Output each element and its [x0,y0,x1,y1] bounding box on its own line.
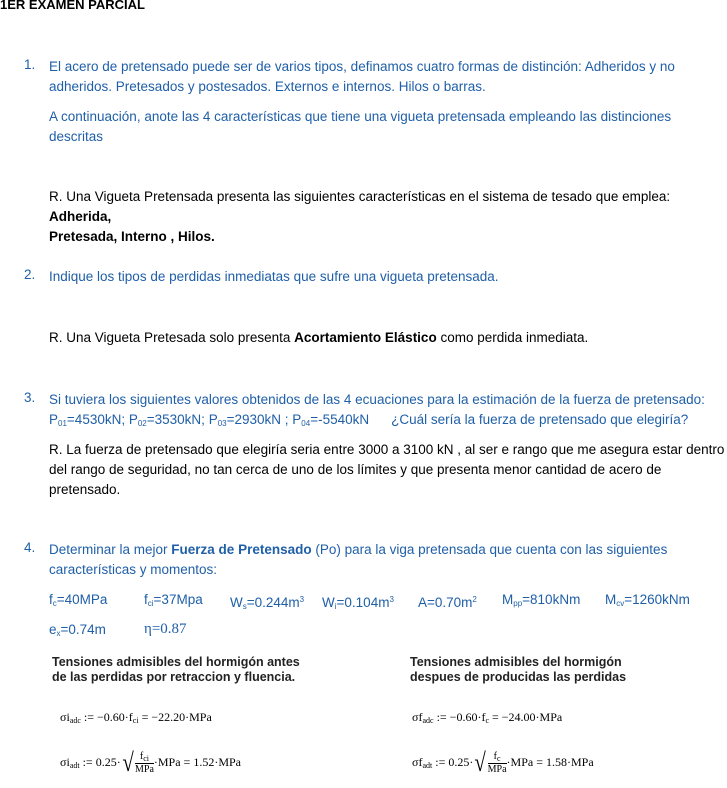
param-ws: $W_s=0.244m^3$ [230,595,305,611]
param-wi: $W_i=0.104m^3$ [322,595,394,611]
question-4-line: características y momentos: [49,562,218,577]
answer-3 [49,440,724,500]
p04-value: =-5540kN [310,412,370,427]
answer-1-bold: Pretesada, Interno , Hilos. [49,229,215,244]
p02-value: =3530kN; [146,412,209,427]
right-table-heading: Tensiones admisibles del hormigón despues de producidas las perdidas [410,655,627,684]
param-area: $A=0.70m^2$ [418,595,477,610]
param-mpp: $M_{pp}=810kNm$ [502,592,581,608]
question-1-number: 1. [24,57,36,72]
answer-3-line: pretensado. [49,482,121,497]
left-table-heading: Tensiones admisibles del hormigón antes de las perdidas por retraccion y fluencia. [52,655,300,684]
question-1-instruction [49,107,671,147]
param-mcv: $M_{cv}=1260kNm$ [605,592,690,608]
equation-sigma-f-adt: $\sigma f_{adt}$ := 0.25·√ $\frac{f_c}{\text{MPa}}$ ·MPa = 1.58·MPa [412,748,594,777]
answer-2-text: R. Una Vigueta Pretesada solo presenta [49,330,295,345]
question-4-text-part: (Po) para la viga pretensada que cuenta con las siguientes [311,542,668,557]
param-ex: $e_x=0.74m$ [49,622,106,638]
equation-sigma-f-adc: $\sigma f_{adc}$ := $-0.60\cdot f_c = -24.00\cdot MPa$ [412,710,563,725]
equation-sigma-i-adt: $\sigma i_{adt}$ := 0.25·√ $\frac{f_{ci}}{\text{MPa}}$ ·MPa = 1.52·MPa [60,748,241,777]
question-4-number: 4. [24,540,36,555]
answer-3-line: R. La fuerza de pretensado que elegiría seria entre 3000 a 3100 kN , al ser e rango que me asegura estar dentro [49,442,725,457]
question-1-line: adheridos. Pretesados y postesados. Externos e internos. Hilos o barras. [49,79,486,94]
question-4-bold: Fuerza de Pretensado [171,542,312,557]
answer-2 [49,328,588,348]
question-3-ask: ¿Cuál sería la fuerza de pretensado que elegiría? [391,412,689,427]
page-title: 1ER EXAMEN PARCIAL [0,0,145,12]
p03-value: =2930kN ; [226,412,293,427]
p01-label: P [49,412,59,427]
answer-2-bold: Acortamiento Elástico [294,330,437,345]
p01-sub: 01 [58,419,67,428]
question-3-line: Si tuviera los siguientes valores obtenidos de las 4 ecuaciones para la estimación de la fuerza de pretensado: [49,392,705,407]
question-4-text [49,540,667,580]
p03-label: P [208,412,218,427]
question-3-values [49,410,705,434]
p04-sub: 04 [301,419,311,428]
p01-value: =4530kN; [66,412,129,427]
param-fc: $f_c=40MPa$ [49,592,108,608]
answer-1 [49,187,727,247]
question-3-text [49,390,705,434]
answer-1-bold: Adherida, [49,209,112,224]
question-4-text-part: Determinar la mejor [49,542,172,557]
question-2-number: 2. [24,267,36,282]
param-eta: η=0.87 [144,621,187,637]
p03-sub: 03 [217,419,227,428]
p02-sub: 02 [137,419,147,428]
question-1-line: descritas [49,129,104,144]
equation-sigma-i-adc: $\sigma i_{adc}$ := $-0.60\cdot f_{ci} = -22.20\cdot MPa$ [60,710,212,725]
question-3-number: 3. [24,390,36,405]
question-1-line: A continuación, anote las 4 características que tiene una vigueta pretensada empleando las distinciones [49,109,672,124]
p02-label: P [128,412,138,427]
question-2-text: Indique los tipos de perdidas inmediatas que sufre una vigueta pretensada. [49,269,499,284]
param-fci: $f_{ci}=37Mpa$ [144,592,203,608]
answer-1-text: R. Una Vigueta Pretensada presenta las siguientes características en el sistema de tesado que emplea: [49,189,671,204]
question-1-line: El acero de pretensado puede ser de varios tipos, definamos cuatro formas de distinción: Adheridos y no [49,59,675,74]
answer-3-line: del rango de seguridad, no tan cerca de uno de los límites y que presenta menor cantidad de acero de [49,462,662,477]
question-1-text [49,57,675,97]
answer-2-text: como perdida inmediata. [436,330,589,345]
p04-label: P [292,412,302,427]
